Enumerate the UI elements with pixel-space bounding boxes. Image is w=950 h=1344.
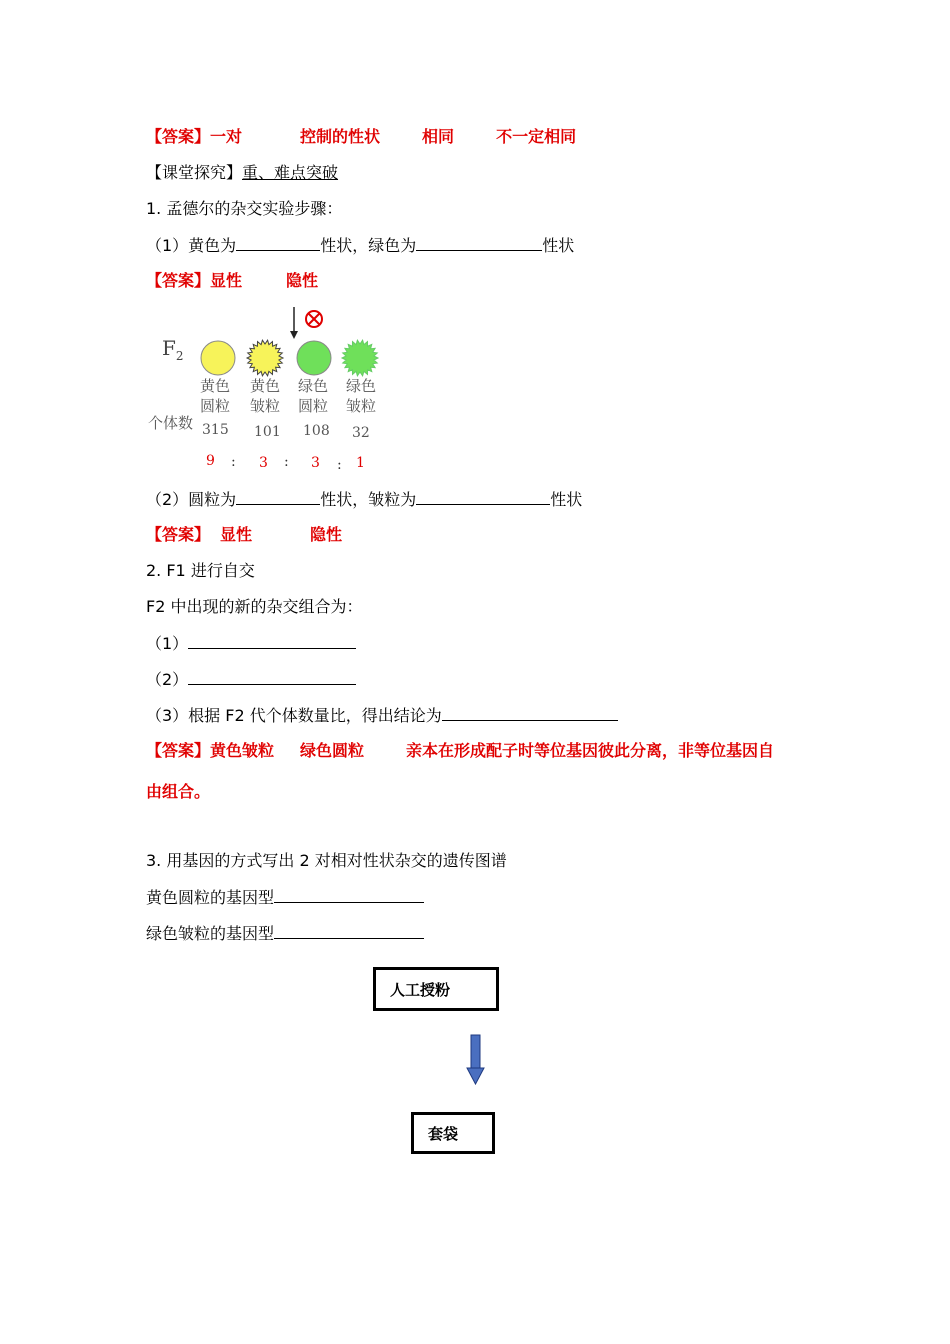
answer-text: 显性 [220, 525, 253, 544]
count-value: 108 [303, 423, 330, 439]
flow-arrow-down-icon [466, 1034, 486, 1086]
yellow-round-pea [201, 341, 235, 375]
answer-tag: 【答案】 [146, 127, 211, 146]
answer-text: 隐性 [286, 271, 319, 290]
answer-line-2 [146, 270, 318, 292]
green-round-pea [297, 341, 331, 375]
ratio-sep: : [337, 457, 342, 473]
blank-line[interactable] [188, 632, 356, 649]
flow-box-pollination [373, 967, 499, 1011]
ratio-value: 1 [356, 455, 365, 471]
blank-line[interactable] [188, 668, 356, 685]
flow-box-bagging [411, 1112, 495, 1154]
answer-text: 相同 [422, 127, 455, 146]
answer-text: 控制的性状 [300, 127, 381, 146]
ratio-value: 3 [259, 455, 268, 471]
q-text: （1） [146, 634, 189, 653]
q-text: 性状，皱粒为 [320, 490, 417, 509]
answer-line-4b: 由组合。 [146, 782, 211, 801]
q-text: 性状，绿色为 [320, 236, 417, 255]
answer-text: 隐性 [310, 525, 343, 544]
count-value: 32 [352, 425, 370, 441]
ratio-value: 3 [311, 455, 320, 471]
genotype-1 [146, 886, 424, 909]
answer-text: 一对 [210, 127, 243, 146]
q-text: （2）圆粒为 [146, 490, 237, 509]
green-wrinkled-pea [342, 340, 378, 376]
flow-box-label: 人工授粉 [390, 981, 451, 999]
answer-text: 显性 [210, 271, 243, 290]
question-1-sub2 [146, 488, 582, 511]
explore-heading [146, 162, 338, 184]
count-value: 315 [202, 422, 229, 438]
pea-label: 绿色 皱粒 [346, 377, 377, 415]
question-1-title: 1. 孟德尔的杂交实验步骤： [146, 199, 343, 218]
yellow-wrinkled-pea [247, 340, 283, 376]
pea-row [198, 338, 383, 380]
question-2-title: 2. F1 进行自交 [146, 561, 255, 580]
pea-label: 黄色 皱粒 [250, 377, 281, 415]
q-text: 性状 [542, 236, 575, 255]
question-3-title: 3. 用基因的方式写出 2 对相对性状杂交的遗传图谱 [146, 851, 507, 870]
count-value: 101 [254, 424, 281, 440]
blank-line[interactable] [416, 234, 542, 251]
answer-tag: 【答案】 [146, 741, 211, 760]
blank-line[interactable] [236, 234, 320, 251]
blank-line[interactable] [442, 704, 618, 721]
genotype-2 [146, 922, 424, 945]
ratio-value: 9 [206, 453, 215, 469]
answer-tag: 【答案】 [146, 271, 211, 290]
pea-label: 绿色 圆粒 [298, 377, 329, 415]
explore-tag: 【课堂探究】 [146, 163, 243, 182]
answer-line-3 [146, 524, 342, 546]
pea-label: 黄色 圆粒 [200, 377, 231, 415]
blank-line[interactable] [236, 488, 320, 505]
q-text: （2） [146, 670, 189, 689]
answer-line-1 [146, 126, 576, 148]
ratio-sep: : [231, 454, 236, 470]
answer-line-4 [146, 740, 774, 762]
answer-text: 绿色圆粒 [300, 741, 365, 760]
ratio-sep: : [284, 454, 289, 470]
count-label: 个体数 [148, 414, 194, 432]
blank-line[interactable] [274, 922, 424, 939]
flow-box-label: 套袋 [428, 1125, 459, 1143]
q-text: （3）根据 F2 代个体数量比，得出结论为 [146, 706, 442, 725]
question-1-sub1 [146, 234, 574, 257]
answer-text: 黄色皱粒 [210, 741, 275, 760]
explore-title: 重、难点突破 [242, 163, 339, 182]
blank-line[interactable] [416, 488, 550, 505]
q-text: （1）黄色为 [146, 236, 237, 255]
question-2-sub3 [146, 704, 618, 727]
q-text: 黄色圆粒的基因型 [146, 888, 275, 907]
question-2-sub2 [146, 668, 356, 691]
answer-text: 不一定相同 [496, 127, 577, 146]
answer-tag: 【答案】 [146, 525, 211, 544]
q-text: 性状 [550, 490, 583, 509]
q-text: 绿色皱粒的基因型 [146, 924, 275, 943]
answer-text: 亲本在形成配子时等位基因彼此分离，非等位基因自 [406, 741, 775, 760]
blank-line[interactable] [274, 886, 424, 903]
generation-label: $F_2$ [162, 336, 184, 363]
question-2-intro: F2 中出现的新的杂交组合为： [146, 597, 363, 616]
question-2-sub1 [146, 632, 356, 655]
